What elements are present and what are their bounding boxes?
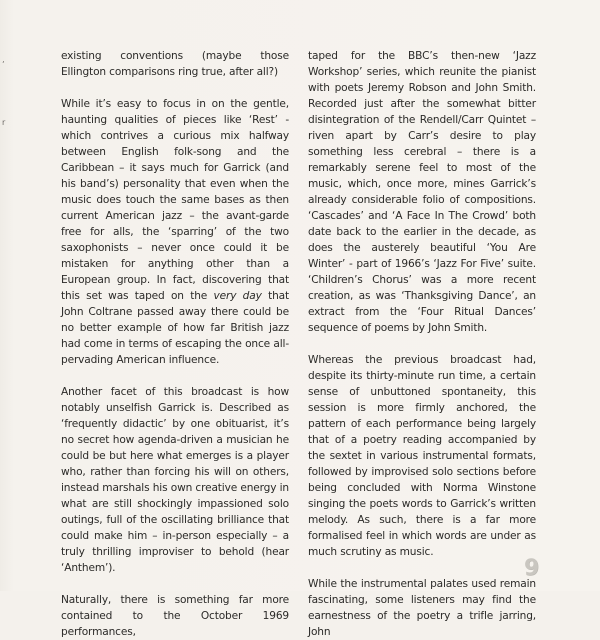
left-column [61, 48, 289, 640]
paragraph [61, 96, 289, 368]
paragraph-text: that John Coltrane passed away there could be no better example of how far British jazz had come in terms of escaping the once all-pervading American influence. [61, 290, 289, 366]
edge-mark: ʼ [2, 60, 5, 69]
paragraph: Whereas the previous broadcast had, despite its thirty-minute run time, a certain sense of unbuttoned spontaneity, this session is more firmly anchored, the pattern of each performance being largely that of a poetry reading accompanied by the sextet in various instrumental formats, followed by improvised solo sections before being concluded with Norma Winstone singing the poets words to Garrick’s written melody. As such, there is a far more formalised feel in which words are under as much scrutiny as music. [308, 354, 536, 558]
emphasis-text: very day [213, 290, 262, 302]
paragraph: Naturally, there is something far more contained to the October 1969 performances, [61, 594, 289, 638]
page-number: 9 [524, 556, 540, 581]
paragraph: Another facet of this broadcast is how notably unselfish Garrick is. Described as ‘frequently didactic’ by one obituarist, it’s no secret how agenda-driven a musician he could be but here what emerges is a player who, rather than forcing his will on others, instead marshals his own creative energy in what are still shockingly impassioned solo outings, full of the oscillating brilliance that could make him – in-person especially – a truly thrilling improviser to behold (hear ‘Anthem’). [61, 386, 289, 574]
edge-mark: r [2, 118, 6, 127]
paragraph: taped for the BBC’s then-new ‘Jazz Workshop’ series, which reunite the pianist with poets Jeremy Robson and John Smith. Recorded just after the somewhat bitter disintegration of the Rendell/Carr Quintet – riven apart by Carr’s desire to play something less cerebral – there is a remarkably serene feel to most of the music, which, once more, mines Garrick’s already considerable folio of compositions. ‘Cascades’ and ‘A Face In The Crowd’ both date back to the earlier in the decade, as does the austerely beautiful ‘You Are Winter’ - part of 1966’s ‘Jazz For Five’ suite. ‘Children’s Chorus’ was a more recent creation, as was ‘Thanksgiving Dance’, an extract from the ‘Four Ritual Dances’ sequence of poems by John Smith. [308, 50, 536, 334]
paragraph-text: While it’s easy to focus in on the gentle, haunting qualities of pieces like ‘Rest’ - which contrives a curious mix halfway between English folk-song and the Caribbean – it says much for Garrick (and his band’s) personality that even when the music does touch the same bases as then current American jazz – the avant-garde free for alls, the ‘sparring’ of the two saxophonists – never once could it be mistaken for anything other than a European group. In fact, discovering that this set was taped on the [61, 98, 289, 302]
paragraph: While the instrumental palates used remain fascinating, some listeners may find the earnestness of the poetry a trifle jarring, John [308, 578, 536, 638]
right-column [308, 48, 536, 640]
paragraph: existing conventions (maybe those Ellington comparisons ring true, after all?) [61, 50, 289, 78]
